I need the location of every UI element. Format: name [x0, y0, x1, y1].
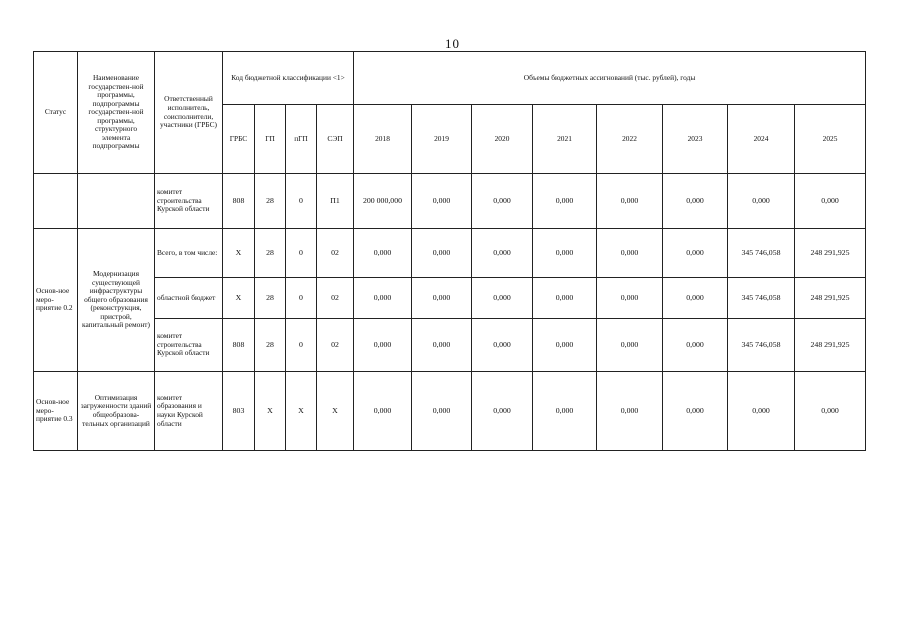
header-status: Статус — [34, 52, 78, 174]
cell-gp: 28 — [255, 174, 286, 229]
cell-2022: 0,000 — [597, 229, 663, 278]
page-number: 10 — [445, 36, 460, 51]
table-row — [34, 278, 866, 319]
cell-2021: 0,000 — [533, 278, 597, 319]
cell-2022: 0,000 — [597, 372, 663, 451]
cell-2022: 0,000 — [597, 319, 663, 372]
row-status: Основ-ное меро-приятие 0.3 — [34, 372, 78, 451]
cell-2019: 0,000 — [412, 278, 472, 319]
cell-grbs: Х — [223, 229, 255, 278]
cell-gp: 28 — [255, 229, 286, 278]
header-allocations: Объемы бюджетных ассигнований (тыс. рублей), годы — [354, 52, 866, 105]
cell-2021: 0,000 — [533, 372, 597, 451]
cell-2025: 0,000 — [795, 174, 866, 229]
cell-2025: 248 291,925 — [795, 319, 866, 372]
cell-2021: 0,000 — [533, 319, 597, 372]
row-responsible: областной бюджет — [155, 278, 223, 319]
cell-grbs: 803 — [223, 372, 255, 451]
header-budget-code: Код бюджетной классификации <1> — [223, 52, 354, 105]
cell-pgp: 0 — [286, 319, 317, 372]
cell-2019: 0,000 — [412, 372, 472, 451]
table-row — [34, 174, 866, 229]
header-year-2023: 2023 — [663, 105, 728, 174]
header-year-2021: 2021 — [533, 105, 597, 174]
cell-2025: 248 291,925 — [795, 278, 866, 319]
header-row-1 — [34, 52, 866, 105]
header-year-2022: 2022 — [597, 105, 663, 174]
row-name: Оптимизация загруженности зданий общеобразова-тельных организаций — [78, 372, 155, 451]
cell-2023: 0,000 — [663, 278, 728, 319]
cell-2025: 0,000 — [795, 372, 866, 451]
cell-sep: 02 — [317, 319, 354, 372]
table-row — [34, 229, 866, 278]
cell-sep: 02 — [317, 278, 354, 319]
cell-2020: 0,000 — [472, 319, 533, 372]
table-row — [34, 372, 866, 451]
cell-2023: 0,000 — [663, 174, 728, 229]
cell-sep: 02 — [317, 229, 354, 278]
header-year-2024: 2024 — [728, 105, 795, 174]
cell-2024: 345 746,058 — [728, 229, 795, 278]
cell-2020: 0,000 — [472, 229, 533, 278]
row-responsible: Всего, в том числе: — [155, 229, 223, 278]
cell-2018: 0,000 — [354, 319, 412, 372]
cell-gp: 28 — [255, 319, 286, 372]
row-name — [78, 174, 155, 229]
cell-2018: 200 000,000 — [354, 174, 412, 229]
cell-2023: 0,000 — [663, 319, 728, 372]
row-name: Модернизация существующей инфраструктуры общего образования (реконструкция, пристрой, капитальный ремонт) — [78, 229, 155, 372]
row-status: Основ-ное меро-приятие 0.2 — [34, 229, 78, 372]
header-year-2020: 2020 — [472, 105, 533, 174]
cell-2023: 0,000 — [663, 372, 728, 451]
cell-2022: 0,000 — [597, 278, 663, 319]
cell-2019: 0,000 — [412, 319, 472, 372]
header-year-2025: 2025 — [795, 105, 866, 174]
header-year-2019: 2019 — [412, 105, 472, 174]
header-code-gp: ГП — [255, 105, 286, 174]
cell-2019: 0,000 — [412, 174, 472, 229]
cell-gp: Х — [255, 372, 286, 451]
cell-2022: 0,000 — [597, 174, 663, 229]
row-responsible: комитет образования и науки Курской области — [155, 372, 223, 451]
cell-2018: 0,000 — [354, 372, 412, 451]
cell-sep: Х — [317, 372, 354, 451]
cell-2018: 0,000 — [354, 278, 412, 319]
cell-2020: 0,000 — [472, 174, 533, 229]
row-status — [34, 174, 78, 229]
header-responsible: Ответственный исполнитель, соисполнители, участники (ГРБС) — [155, 52, 223, 174]
cell-pgp: 0 — [286, 174, 317, 229]
cell-pgp: Х — [286, 372, 317, 451]
header-code-grbs: ГРБС — [223, 105, 255, 174]
cell-2024: 345 746,058 — [728, 319, 795, 372]
header-code-pgp: пГП — [286, 105, 317, 174]
cell-2024: 0,000 — [728, 372, 795, 451]
cell-grbs: 808 — [223, 174, 255, 229]
header-code-sep: СЭП — [317, 105, 354, 174]
cell-grbs: 808 — [223, 319, 255, 372]
cell-2021: 0,000 — [533, 174, 597, 229]
cell-2023: 0,000 — [663, 229, 728, 278]
cell-gp: 28 — [255, 278, 286, 319]
cell-grbs: Х — [223, 278, 255, 319]
cell-2021: 0,000 — [533, 229, 597, 278]
header-year-2018: 2018 — [354, 105, 412, 174]
header-name: Наименование государствен-ной программы, подпрограммы государствен-ной программы, структурного элемента подпрограммы — [78, 52, 155, 174]
cell-sep: П1 — [317, 174, 354, 229]
cell-2025: 248 291,925 — [795, 229, 866, 278]
cell-pgp: 0 — [286, 229, 317, 278]
cell-2020: 0,000 — [472, 278, 533, 319]
cell-2024: 0,000 — [728, 174, 795, 229]
cell-2024: 345 746,058 — [728, 278, 795, 319]
table-row — [34, 319, 866, 372]
cell-2020: 0,000 — [472, 372, 533, 451]
row-responsible: комитет строительства Курской области — [155, 319, 223, 372]
cell-2018: 0,000 — [354, 229, 412, 278]
row-responsible: комитет строительства Курской области — [155, 174, 223, 229]
cell-2019: 0,000 — [412, 229, 472, 278]
cell-pgp: 0 — [286, 278, 317, 319]
budget-allocation-table — [33, 51, 866, 451]
